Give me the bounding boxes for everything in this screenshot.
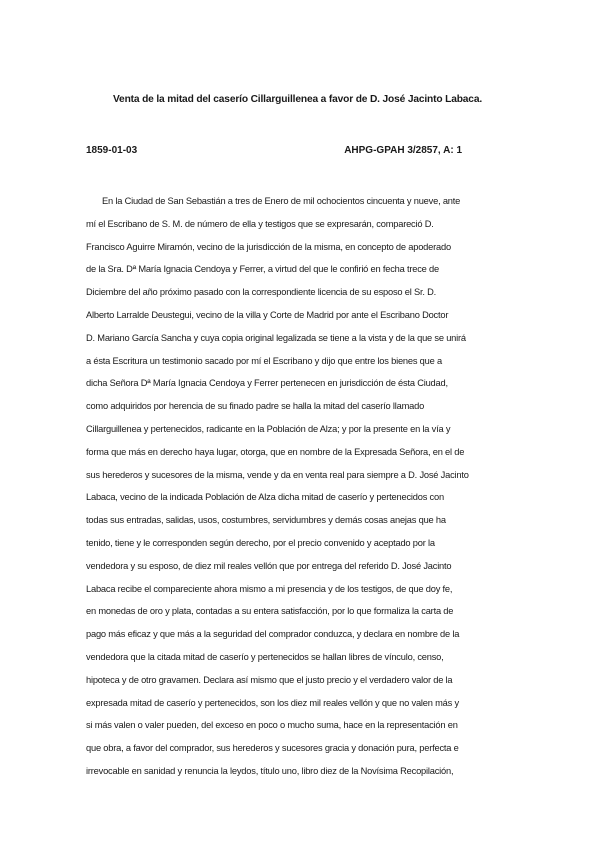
body-line: Cillarguillenea y pertenecidos, radicante en la Población de Alza; y por la presente en la vía y [86,423,451,434]
body-line: si más valen o valer pueden, del exceso en poco o mucho suma, hace en la representación en [86,720,458,731]
body-line: irrevocable en sanidad y renuncia la leydos, título uno, libro diez de la Novísima Recopilación, [86,765,454,776]
document-title: Venta de la mitad del caserío Cillarguillenea a favor de D. José Jacinto Labaca. [112,94,483,105]
body-line: D. Mariano García Sancha y cuya copia original legalizada se tiene a la vista y de la que se unirá [86,332,466,343]
document-body [86,190,512,783]
body-line: Labaca, vecino de la indicada Población de Alza dicha mitad de caserío y pertenecidos con [86,492,444,503]
body-line: Alberto Larralde Deustegui, vecino de la villa y Corte de Madrid por ante el Escribano Doctor [86,309,449,320]
document-date: 1859-01-03 [86,145,138,156]
archive-reference: AHPG-GPAH 3/2857, A: 1 [344,145,462,156]
body-line: tenido, tiene y le corresponden según derecho, por el precio convenido y aceptado por la [86,537,435,548]
body-line: dicha Señora Dª María Ignacia Cendoya y Ferrer pertenecen en jurisdicción de ésta Ciudad, [86,378,448,389]
body-line: Labaca recibe el compareciente ahora mismo a mi presencia y de los testigos, de que doy fe, [86,583,453,594]
body-line: de la Sra. Dª María Ignacia Cendoya y Ferrer, a virtud del que le confirió en fecha trece de [86,264,439,275]
body-line: vendedora que la citada mitad de caserío y pertenecidos se hallan libres de vínculo, censo, [86,651,444,662]
body-line: forma que más en derecho haya lugar, otorga, que en nombre de la Expresada Señora, en el de [86,446,465,457]
body-line: pago más eficaz y que más a la seguridad del comprador conduzca, y declara en nombre de la [86,629,460,640]
body-line: a ésta Escritura un testimonio sacado por mí el Escribano y dijo que entre los bienes que a [86,355,442,366]
body-line: en monedas de oro y plata, contadas a su entera satisfacción, por lo que formaliza la carta de [86,606,454,617]
body-line: Diciembre del año próximo pasado con la correspondiente licencia de su esposo el Sr. D. [86,287,437,298]
body-line: que obra, a favor del comprador, sus herederos y sucesores gracia y donación pura, perfecta e [86,743,459,754]
body-line: sus herederos y sucesores de la misma, vende y da en venta real para siempre a D. José Jacinto [86,469,469,480]
body-line: expresada mitad de caserío y pertenecidos, son los diez mil reales vellón y que no valen más y [86,697,459,708]
body-line: todas sus entradas, salidas, usos, costumbres, servidumbres y demás cosas anejas que ha [86,515,446,526]
body-line: hipoteca y de otro gravamen. Declara así mismo que el justo precio y el verdadero valor de la [86,674,453,685]
body-line: como adquiridos por herencia de su finado padre se halla la mitad del caserío llamado [86,401,425,412]
body-line: mí el Escribano de S. M. de número de ella y testigos que se expresarán, compareció D. [86,218,434,229]
body-line: Francisco Aguirre Miramón, vecino de la jurisdicción de la misma, en concepto de apoderado [86,241,451,252]
body-line: vendedora y su esposo, de diez mil reales vellón que por entrega del referido D. José Jacinto [86,560,452,571]
body-line: En la Ciudad de San Sebastián a tres de Enero de mil ochocientos cincuenta y nueve, ante [102,196,461,206]
